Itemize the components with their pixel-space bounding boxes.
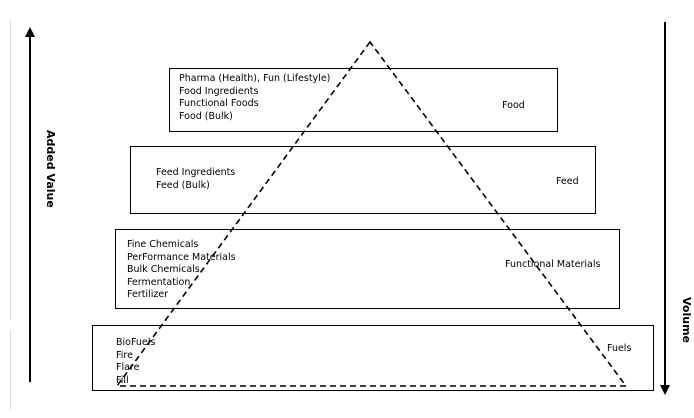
- volume-axis-title: Volume: [680, 297, 693, 343]
- added-value-axis-title: Added Value: [44, 130, 57, 208]
- tier-item: Feed Ingredients: [156, 167, 236, 178]
- dashed-pyramid: [117, 42, 626, 386]
- tier-item: PerFormance Materials: [127, 251, 236, 263]
- tier-fuels-label: Fuels: [607, 343, 632, 354]
- tier-item: Functional Foods: [179, 98, 259, 110]
- tier-item: Pharma (Health), Fun (Lifestyle): [179, 73, 331, 84]
- tier-functional-materials-label: Functional Materials: [505, 259, 601, 270]
- tier-feed-label: Feed: [556, 176, 579, 187]
- tier-item: Bulk Chemicals: [127, 264, 200, 276]
- tier-item: BioFuels: [116, 337, 156, 348]
- tier-item: Food Ingredients: [179, 85, 259, 97]
- tier-item: Flare: [116, 362, 140, 374]
- tier-item: Feed (Bulk): [156, 179, 210, 191]
- tier-item: Fine Chemicals: [127, 239, 199, 250]
- tier-item: Fertilizer: [127, 289, 169, 301]
- tier-item: Fill: [116, 374, 129, 386]
- tier-item: Fermentation: [127, 276, 191, 288]
- tier-item: Food (Bulk): [179, 110, 233, 122]
- tier-item: Fire: [116, 349, 133, 361]
- tier-food-label: Food: [502, 100, 525, 111]
